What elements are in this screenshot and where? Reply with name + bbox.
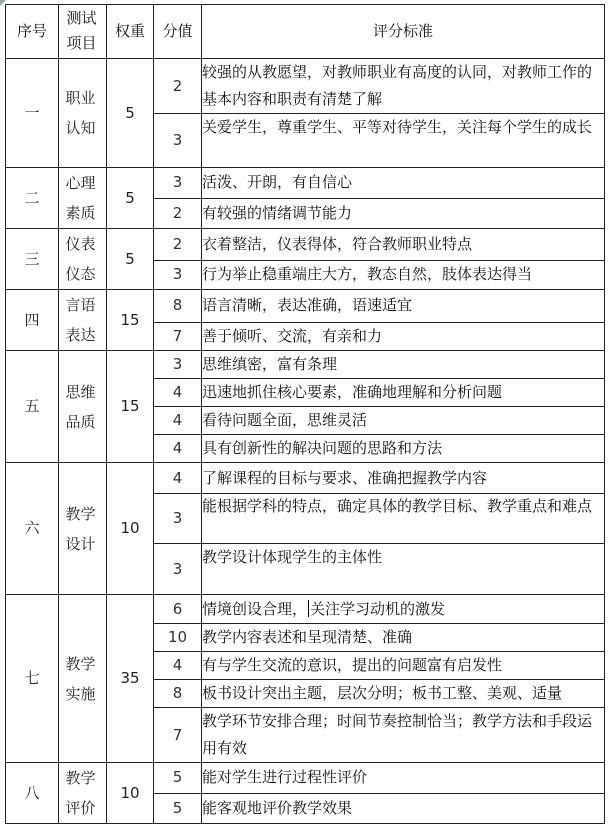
row-score: 4 bbox=[154, 463, 202, 494]
row-score: 2 bbox=[154, 229, 202, 261]
row-criteria: 看待问题全面，思维灵活 bbox=[202, 407, 605, 435]
row-criteria: 能客观地评价教学效果 bbox=[202, 793, 605, 824]
group-item: 思维品质 bbox=[59, 351, 107, 463]
row-criteria: 教学内容表述和呈现清楚、准确 bbox=[202, 624, 605, 652]
row-criteria: 语言清晰，表达准确，语速适宜 bbox=[202, 290, 605, 323]
group-item: 教学设计 bbox=[59, 463, 107, 595]
row-score: 7 bbox=[154, 708, 202, 763]
row-score: 5 bbox=[154, 793, 202, 824]
group-weight: 10 bbox=[107, 763, 154, 824]
row-score: 3 bbox=[154, 351, 202, 379]
group-item: 仪表仪态 bbox=[59, 229, 107, 290]
row-criteria: 衣着整洁，仪表得体，符合教师职业特点 bbox=[202, 229, 605, 261]
table-row bbox=[6, 229, 605, 261]
row-criteria: 关爱学生，尊重学生、平等对待学生，关注每个学生的成长 bbox=[202, 114, 605, 168]
table-row bbox=[6, 463, 605, 494]
text-caret-icon bbox=[308, 600, 309, 617]
row-score: 2 bbox=[154, 59, 202, 114]
group-weight: 35 bbox=[107, 595, 154, 763]
row-criteria[interactable] bbox=[202, 595, 605, 624]
table-row bbox=[6, 595, 605, 624]
group-item: 职业认知 bbox=[59, 59, 107, 168]
row-score: 8 bbox=[154, 680, 202, 708]
row-score: 3 bbox=[154, 544, 202, 595]
group-weight: 15 bbox=[107, 290, 154, 351]
group-weight: 5 bbox=[107, 229, 154, 290]
header-row bbox=[6, 5, 605, 59]
row-criteria: 具有创新性的解决问题的思路和方法 bbox=[202, 435, 605, 463]
row-score: 3 bbox=[154, 494, 202, 544]
group-item: 教学评价 bbox=[59, 763, 107, 824]
group-index: 一 bbox=[6, 59, 59, 168]
table-row bbox=[6, 168, 605, 199]
row-criteria: 教学环节安排合理；时间节奏控制恰当；教学方法和手段运用有效 bbox=[202, 708, 605, 763]
row-score: 3 bbox=[154, 114, 202, 168]
row-score: 8 bbox=[154, 290, 202, 323]
row-criteria: 有与学生交流的意识，提出的问题富有启发性 bbox=[202, 652, 605, 680]
group-weight: 5 bbox=[107, 59, 154, 168]
group-index: 二 bbox=[6, 168, 59, 229]
row-score: 2 bbox=[154, 198, 202, 229]
group-weight: 10 bbox=[107, 463, 154, 595]
table-row bbox=[6, 59, 605, 114]
row-score: 7 bbox=[154, 322, 202, 350]
row-score: 3 bbox=[154, 260, 202, 289]
scoring-rubric-table bbox=[5, 4, 605, 824]
criteria-text-before-caret: 情境创设合理， bbox=[202, 599, 308, 618]
header-criteria: 评分标准 bbox=[202, 5, 605, 59]
row-criteria: 善于倾听、交流，有亲和力 bbox=[202, 322, 605, 350]
group-item: 教学实施 bbox=[59, 595, 107, 763]
row-criteria: 行为举止稳重端庄大方，教态自然，肢体表达得当 bbox=[202, 260, 605, 289]
row-score: 10 bbox=[154, 624, 202, 652]
row-criteria: 能根据学科的特点，确定具体的教学目标、教学重点和难点 bbox=[202, 494, 605, 544]
row-criteria: 了解课程的目标与要求、准确把握教学内容 bbox=[202, 463, 605, 494]
row-criteria: 有较强的情绪调节能力 bbox=[202, 198, 605, 229]
criteria-text-after-caret: 关注学习动机的激发 bbox=[310, 599, 446, 618]
row-criteria: 较强的从教愿望，对教师职业有高度的认同，对教师工作的基本内容和职责有清楚了解 bbox=[202, 59, 605, 114]
group-weight: 5 bbox=[107, 168, 154, 229]
row-criteria: 迅速地抓住核心要素，准确地理解和分析问题 bbox=[202, 379, 605, 407]
row-score: 5 bbox=[154, 763, 202, 794]
group-item: 心理素质 bbox=[59, 168, 107, 229]
table-row bbox=[6, 351, 605, 379]
group-index: 五 bbox=[6, 351, 59, 463]
row-criteria: 教学设计体现学生的主体性 bbox=[202, 544, 605, 595]
table-row bbox=[6, 290, 605, 323]
group-index: 八 bbox=[6, 763, 59, 824]
header-index: 序号 bbox=[6, 5, 59, 59]
row-criteria: 活泼、开朗，有自信心 bbox=[202, 168, 605, 199]
header-weight: 权重 bbox=[107, 5, 154, 59]
table-row bbox=[6, 763, 605, 794]
row-score: 4 bbox=[154, 379, 202, 407]
row-score: 4 bbox=[154, 435, 202, 463]
header-score: 分值 bbox=[154, 5, 202, 59]
header-item: 测试项目 bbox=[59, 5, 107, 59]
row-score: 6 bbox=[154, 595, 202, 624]
group-item: 言语表达 bbox=[59, 290, 107, 351]
row-score: 4 bbox=[154, 407, 202, 435]
group-weight: 15 bbox=[107, 351, 154, 463]
row-criteria: 能对学生进行过程性评价 bbox=[202, 763, 605, 794]
group-index: 三 bbox=[6, 229, 59, 290]
row-score: 3 bbox=[154, 168, 202, 199]
group-index: 六 bbox=[6, 463, 59, 595]
group-index: 四 bbox=[6, 290, 59, 351]
row-score: 4 bbox=[154, 652, 202, 680]
group-index: 七 bbox=[6, 595, 59, 763]
row-criteria: 板书设计突出主题，层次分明；板书工整、美观、适量 bbox=[202, 680, 605, 708]
row-criteria: 思维缜密，富有条理 bbox=[202, 351, 605, 379]
